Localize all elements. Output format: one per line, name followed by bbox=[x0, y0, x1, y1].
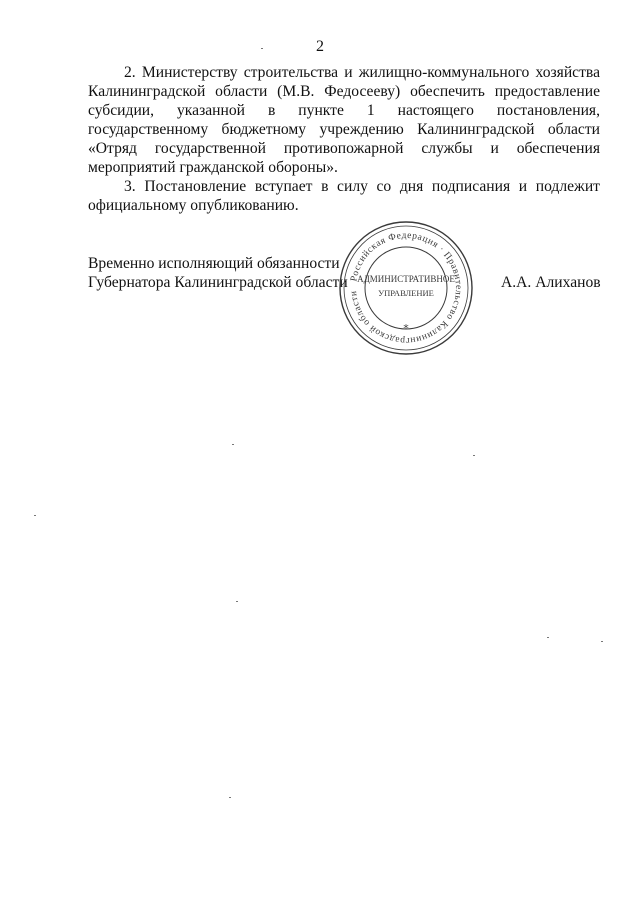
paragraph-2: 2. Министерству строительства и жилищно-коммунального хозяйства Калининградской области (М.В. Федосееву) обеспечить предоставление субсидии, указанной в пункте 1 настоящего постановления, государственному бюджетному учреждению Калининградской области «Отряд государственной противопожарной службы и обеспечения мероприятий гражданской обороны». bbox=[88, 64, 600, 176]
signatory-position bbox=[88, 254, 348, 292]
seal-center-line-1: АДМИНИСТРАТИВНОЕ bbox=[357, 274, 455, 284]
scan-speck bbox=[473, 455, 475, 456]
document-body bbox=[88, 63, 600, 215]
scan-speck bbox=[236, 601, 238, 602]
signatory-position-line-1: Временно исполняющий обязанности bbox=[88, 255, 340, 272]
signatory-position-line-2: Губернатора Калининградской области bbox=[88, 274, 348, 291]
scan-speck bbox=[232, 444, 234, 445]
seal-center-line-2: УПРАВЛЕНИЕ bbox=[378, 288, 434, 298]
page-number: 2 bbox=[316, 38, 324, 55]
official-seal bbox=[336, 218, 476, 358]
scan-speck bbox=[34, 515, 36, 516]
scan-speck bbox=[229, 797, 231, 798]
seal-ring-text: Российская Федерация · Правительство Калининградской области bbox=[349, 230, 464, 346]
scan-speck bbox=[601, 641, 603, 642]
seal-star-icon: * bbox=[403, 322, 409, 335]
scan-speck bbox=[547, 637, 549, 638]
paragraph-3: 3. Постановление вступает в силу со дня подписания и подлежит официальному опубликованию. bbox=[88, 178, 600, 214]
signatory-name: А.А. Алиханов bbox=[501, 274, 601, 291]
scan-speck bbox=[261, 48, 263, 49]
